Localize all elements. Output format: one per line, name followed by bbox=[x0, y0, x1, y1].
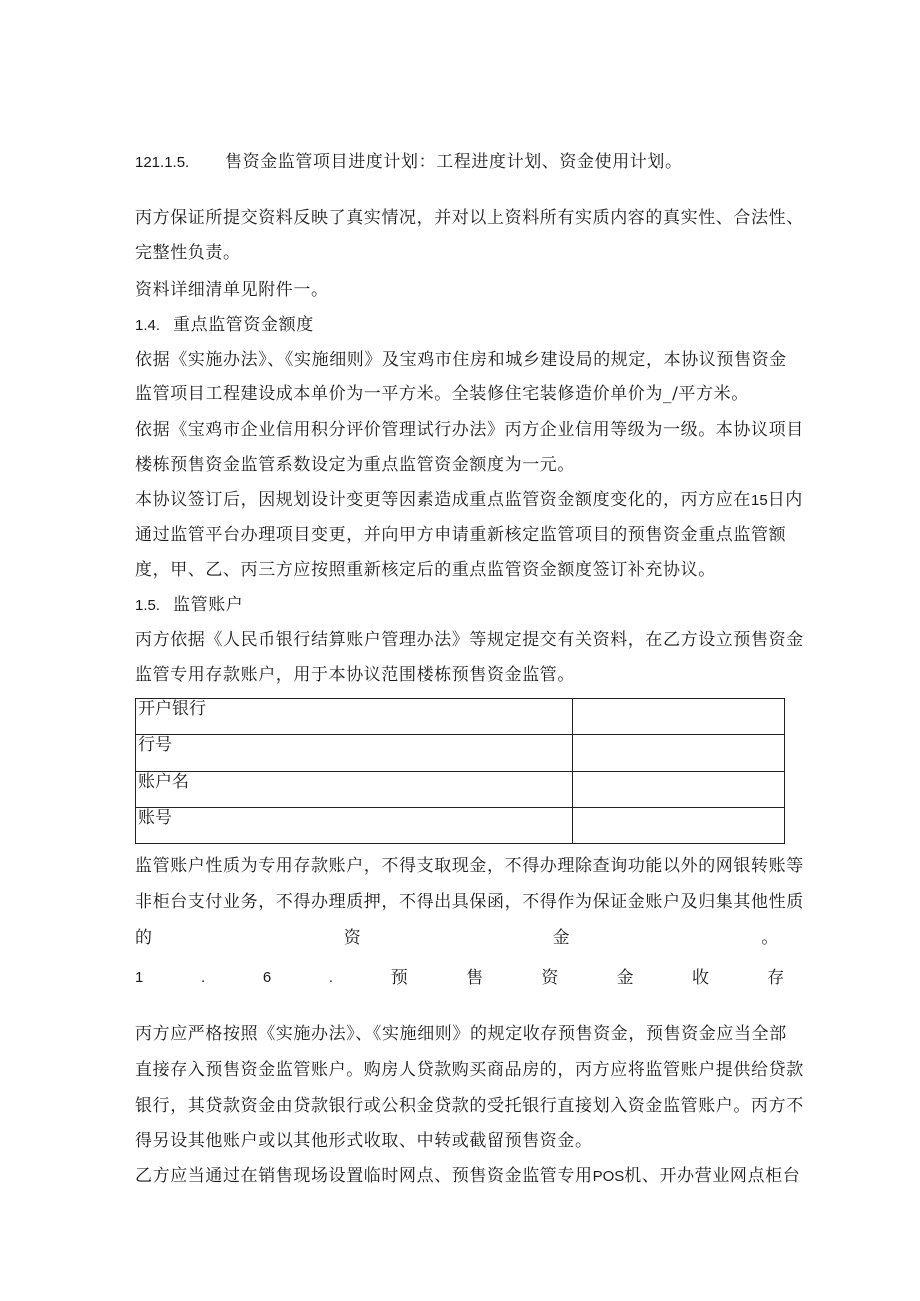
table-row bbox=[136, 807, 785, 843]
line-text: 本协议签订后，因规划设计变更等因素造成重点监管资金额度变化的，丙方应在 bbox=[135, 490, 751, 510]
paragraph-line: 丙方应严格按照《实施办法》、《实施细则》的规定收存预售资金，预售资金应当全部 bbox=[135, 1024, 787, 1044]
char: 1 bbox=[135, 969, 144, 986]
table-cell-value bbox=[573, 771, 785, 807]
table-cell-label: 开户银行 bbox=[136, 699, 573, 735]
table-cell-label: 行号 bbox=[136, 735, 573, 771]
justified-line bbox=[135, 928, 779, 948]
paragraph-line: 完整性负责。 bbox=[135, 243, 241, 263]
char: 资 bbox=[343, 928, 362, 948]
section-heading-1-5 bbox=[135, 595, 787, 616]
pos-text: POS bbox=[592, 1168, 625, 1185]
paragraph-line bbox=[135, 490, 803, 511]
char: 资 bbox=[541, 968, 559, 988]
char: 存 bbox=[767, 968, 785, 988]
table-cell-label: 账户名 bbox=[136, 771, 573, 807]
account-table bbox=[135, 698, 785, 844]
paragraph-line: 丙方保证所提交资料反映了真实情况，并对以上资料所有实质内容的真实性、合法性、 bbox=[135, 208, 804, 228]
table-row bbox=[136, 699, 785, 735]
paragraph-line bbox=[135, 1166, 801, 1187]
paragraph-line: 度，甲、乙、丙三方应按照重新核定后的重点监管资金额度签订补充协议。 bbox=[135, 560, 716, 580]
char: 金 bbox=[552, 928, 571, 948]
section-heading-1-6 bbox=[135, 968, 785, 988]
paragraph-line: 得另设其他账户或以其他形式收取、中转或截留预售资金。 bbox=[135, 1131, 593, 1151]
table-cell-label: 账号 bbox=[136, 807, 573, 843]
days-number: 15 bbox=[751, 492, 768, 509]
paragraph-line: 通过监管平台办理项目变更，并向甲方申请重新核定监管项目的预售资金重点监管额 bbox=[135, 525, 787, 545]
paragraph-line: 监管项目工程建设成本单价为一平方米。全装修住宅装修造价单价为_/平方米。 bbox=[135, 384, 749, 404]
section-title: 监管账户 bbox=[173, 595, 244, 615]
table-row bbox=[136, 771, 785, 807]
char: 金 bbox=[616, 968, 635, 988]
char: 6 bbox=[262, 969, 272, 986]
char: . bbox=[201, 969, 206, 986]
char: 预 bbox=[390, 968, 409, 988]
paragraph-line: 监管专用存款账户，用于本协议范围楼栋预售资金监管。 bbox=[135, 665, 575, 685]
section-title: 重点监管资金额度 bbox=[173, 315, 314, 335]
table-row bbox=[136, 735, 785, 771]
paragraph-line: 银行，其贷款资金由贷款银行或公积金贷款的受托银行直接划入资金监管账户。丙方不 bbox=[135, 1096, 804, 1116]
char: 。 bbox=[761, 928, 779, 948]
char: 售 bbox=[466, 968, 484, 988]
section-number: 1.5. bbox=[135, 597, 161, 614]
table-cell-value bbox=[573, 699, 785, 735]
paragraph-line: 丙方依据《人民币银行结算账户管理办法》等规定提交有关资料，在乙方设立预售资金 bbox=[135, 630, 804, 650]
paragraph-line: 资料详细清单见附件一。 bbox=[135, 280, 329, 300]
table-cell-value bbox=[573, 807, 785, 843]
line-text: 乙方应当通过在销售现场设置临时网点、预售资金监管专用 bbox=[135, 1166, 593, 1186]
paragraph-line: 依据《实施办法》、《实施细则》及宝鸡市住房和城乡建设局的规定，本协议预售资金 bbox=[135, 350, 787, 370]
char: 收 bbox=[691, 968, 710, 988]
line-text: 日内 bbox=[767, 490, 803, 510]
paragraph-line: 直接存入预售资金监管账户。购房人贷款购买商品房的，丙方应将监管账户提供给贷款 bbox=[135, 1060, 804, 1080]
line-text: 机、开办营业网点柜台 bbox=[624, 1166, 801, 1186]
char: 的 bbox=[135, 928, 153, 948]
clause-text: 售资金监管项目进度计划：工程进度计划、资金使用计划。 bbox=[225, 152, 683, 172]
paragraph-line: 楼栋预售资金监管系数设定为重点监管资金额度为一元。 bbox=[135, 455, 575, 475]
paragraph-line: 监管账户性质为专用存款账户，不得支取现金，不得办理除查询功能以外的网银转账等 bbox=[135, 856, 804, 876]
section-heading-1-4 bbox=[135, 315, 787, 336]
paragraph-line: 非柜台支付业务，不得办理质押，不得出具保函，不得作为保证金账户及归集其他性质 bbox=[135, 892, 804, 912]
clause-1-2-1-5 bbox=[135, 152, 787, 173]
char: . bbox=[328, 969, 334, 986]
paragraph-line: 依据《宝鸡市企业信用积分评价管理试行办法》丙方企业信用等级为一级。本协议项目 bbox=[135, 420, 804, 440]
section-number: 1.4. bbox=[135, 317, 161, 334]
clause-number: 121.1.5. bbox=[135, 154, 190, 171]
table-cell-value bbox=[573, 735, 785, 771]
